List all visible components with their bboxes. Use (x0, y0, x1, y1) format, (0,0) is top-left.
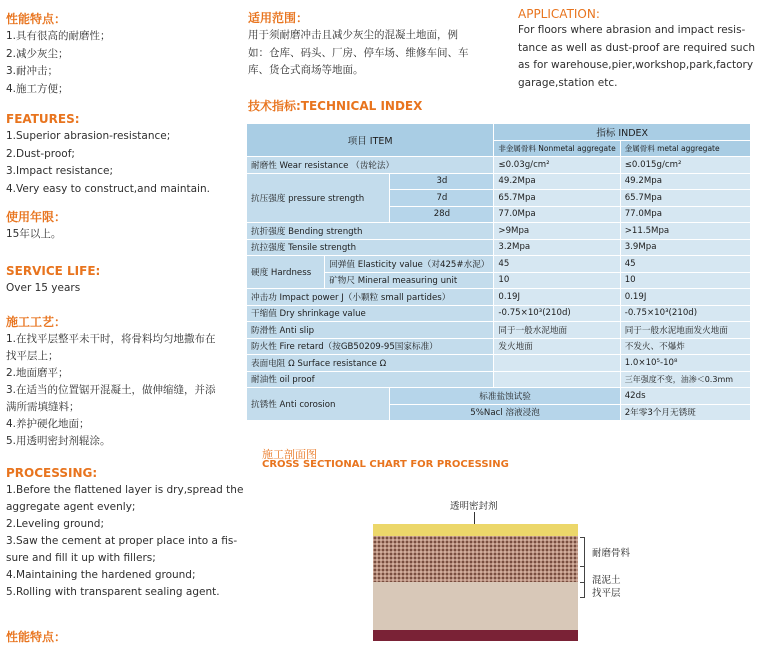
table-header-row (247, 124, 751, 141)
header-metal: 金属骨料 metal aggregate (620, 140, 750, 157)
list-item: 4.施工方便； (6, 82, 69, 95)
mineral-metal: 10 (620, 272, 750, 289)
elasticity-metal: 45 (620, 256, 750, 273)
impact-label: 冲击功 Impact power J（小颗粒 small partides） (247, 289, 494, 306)
elasticity-nonmetal: 45 (494, 256, 620, 273)
list-item: 满所需填缝料； (6, 401, 80, 413)
table-row (247, 305, 751, 322)
service-life-cn: 15年以上。 (6, 228, 62, 240)
corrosion-value: 42ds (620, 388, 750, 405)
pressure-age: 28d (390, 206, 494, 223)
list-item: 1.在找平层整平未干时，将骨料均匀地撒布在 (6, 333, 216, 345)
table-row (247, 239, 751, 256)
bending-nonmetal: >9Mpa (494, 223, 620, 240)
slip-metal: 同于一般水泥地面发火地面 (620, 322, 750, 339)
oil-nonmetal (494, 371, 620, 388)
concrete-layer (373, 582, 578, 630)
list-item: 2.地面磨平； (6, 367, 69, 379)
bending-label: 抗折强度 Bending strength (247, 223, 494, 240)
pressure-age: 3d (390, 173, 494, 190)
scope-line: 如：仓库、码头、厂房、停车场、维修车间、车 (248, 46, 469, 59)
fire-label: 防火性 Fire retard（按GB50209-95国家标准） (247, 338, 494, 355)
tensile-metal: 3.9Mpa (620, 239, 750, 256)
scope-line: 库、货仓式商场等地面。 (248, 64, 364, 76)
concrete-brace (580, 566, 585, 598)
features-en-list (6, 128, 246, 198)
tensile-label: 抗拉强度 Tensile strength (247, 239, 494, 256)
application-line: garage,station etc. (518, 76, 618, 89)
table-row (247, 388, 751, 405)
list-item: 3.Impact resistance; (6, 165, 114, 177)
pressure-nonmetal: 77.0Mpa (494, 206, 620, 223)
process-cn-title: 施工工艺： (6, 315, 67, 329)
wear-nonmetal: ≤0.03g/cm² (494, 157, 620, 174)
corrosion-label: 抗锈性 Anti corosion (247, 388, 390, 421)
list-item: 4.Maintaining the hardened ground; (6, 569, 196, 581)
list-item: 2.Leveling ground; (6, 518, 104, 530)
features-cn-title: 性能特点： (6, 12, 67, 26)
scope-section (248, 10, 508, 80)
pressure-nonmetal: 65.7Mpa (494, 190, 620, 207)
list-item: 1.Before the flattened layer is dry,spread the (6, 484, 244, 496)
resist-label: 表面电阻 Ω Surface resistance Ω (247, 355, 494, 372)
left-column (6, 10, 246, 601)
list-item: 4.养护硬化地面； (6, 418, 90, 430)
application-title: APPLICATION: (518, 7, 600, 21)
list-item: 找平层上； (6, 350, 59, 362)
sealant-layer (373, 524, 578, 536)
features-cn-list (6, 28, 246, 98)
pressure-age: 7d (390, 190, 494, 207)
slip-label: 防滑性 Anti slip (247, 322, 494, 339)
sealant-label: 透明密封剂 (450, 501, 498, 512)
process-en-list (6, 482, 246, 601)
base-layer (373, 630, 578, 641)
shrink-metal: -0.75×10³(210d) (620, 305, 750, 322)
scope-title: 适用范围： (248, 11, 309, 25)
bottom-features-title: 性能特点： (6, 630, 67, 644)
corrosion-test: 5%Nacl 溶液浸泡 (390, 404, 620, 421)
service-life-en-title: SERVICE LIFE: (6, 263, 101, 278)
aggregate-layer (373, 536, 578, 582)
scope-text (248, 27, 508, 80)
pressure-metal: 65.7Mpa (620, 190, 750, 207)
table-row (247, 173, 751, 190)
shrink-nonmetal: -0.75×10³(210d) (494, 305, 620, 322)
diagram-title-cn: 施工剖面图 (262, 448, 317, 461)
table-row (247, 157, 751, 174)
impact-metal: 0.19J (620, 289, 750, 306)
list-item: 3.在适当的位置锯开混凝土，做伸缩缝，并添 (6, 384, 216, 396)
service-life-cn-title: 使用年限： (6, 210, 67, 224)
list-item: sure and fill it up with fillers; (6, 552, 156, 564)
diagram-title-en: CROSS SECTIONAL CHART FOR PROCESSING (262, 459, 509, 470)
shrink-label: 干缩值 Dry shrinkage value (247, 305, 494, 322)
table-row (247, 223, 751, 240)
list-item: 5.用透明密封剂辊涂。 (6, 435, 111, 447)
resist-metal: 1.0×10⁵-10⁸ (620, 355, 750, 372)
pressure-nonmetal: 49.2Mpa (494, 173, 620, 190)
pressure-metal: 77.0Mpa (620, 206, 750, 223)
slip-nonmetal: 同于一般水泥地面 (494, 322, 620, 339)
bending-metal: >11.5Mpa (620, 223, 750, 240)
aggregate-label: 耐磨骨料 (592, 548, 631, 559)
table-row (247, 322, 751, 339)
technical-index-table (246, 123, 751, 421)
oil-metal: 三年强度不变，油渗＜0.3mm (620, 371, 750, 388)
table-row (247, 355, 751, 372)
application-line: For floors where abrasion and impact resis- (518, 24, 746, 36)
pressure-metal: 49.2Mpa (620, 173, 750, 190)
fire-nonmetal: 发火地面 (494, 338, 620, 355)
technical-index-title: 技术指标:TECHNICAL INDEX (248, 99, 423, 113)
mineral-nonmetal: 10 (494, 272, 620, 289)
corrosion-test: 标准盐蚀试验 (390, 388, 620, 405)
hardness-label: 硬度 Hardness (247, 256, 325, 289)
mineral-label: 矿物尺 Mineral measuring unit (325, 272, 494, 289)
wear-label: 耐磨性 Wear resistance （齿轮法） (247, 157, 494, 174)
list-item: 2.减少灰尘； (6, 47, 69, 60)
resist-nonmetal (494, 355, 620, 372)
features-en-title: FEATURES: (6, 112, 80, 126)
service-life-en: Over 15 years (6, 281, 81, 294)
table-row (247, 256, 751, 273)
application-text (518, 22, 758, 92)
scope-line: 用于须耐磨冲击且减少灰尘的混凝土地面，例 (248, 29, 458, 41)
header-index: 指标 INDEX (494, 124, 751, 141)
list-item: 3.Saw the cement at proper place into a fis- (6, 535, 238, 547)
list-item: aggregate agent evenly; (6, 501, 136, 513)
list-item: 2.Dust-proof; (6, 147, 75, 160)
header-item: 项目 ITEM (247, 124, 494, 157)
list-item: 1.Superior abrasion-resistance; (6, 130, 171, 142)
application-section (518, 6, 758, 92)
table-row (247, 289, 751, 306)
elasticity-label: 回弹值 Elasticity value（对425#水泥） (325, 256, 494, 273)
list-item: 5.Rolling with transparent sealing agent. (6, 586, 220, 598)
pressure-label: 抗压强度 pressure strength (247, 173, 390, 223)
impact-nonmetal: 0.19J (494, 289, 620, 306)
fire-metal: 不发火、不爆炸 (620, 338, 750, 355)
corrosion-value: 2年零3个月无锈斑 (620, 404, 750, 421)
header-nonmetal: 非金属骨料 Nonmetal aggregate (494, 140, 620, 157)
process-cn-list (6, 331, 246, 450)
tensile-nonmetal: 3.2Mpa (494, 239, 620, 256)
oil-label: 耐油性 oil proof (247, 371, 494, 388)
application-line: as for warehouse,pier,workshop,park,factory (518, 59, 754, 71)
concrete-label: 混泥土 (592, 575, 621, 586)
application-line: tance as well as dust-proof are required such (518, 41, 756, 54)
process-en-title: PROCESSING: (6, 466, 98, 480)
leveling-label: 找平层 (592, 588, 621, 599)
wear-metal: ≤0.015g/cm² (620, 157, 750, 174)
table-row (247, 338, 751, 355)
list-item: 4.Very easy to construct,and maintain. (6, 182, 210, 195)
list-item: 3.耐冲击； (6, 65, 59, 77)
table-row (247, 371, 751, 388)
list-item: 1.具有很高的耐磨性； (6, 30, 111, 42)
